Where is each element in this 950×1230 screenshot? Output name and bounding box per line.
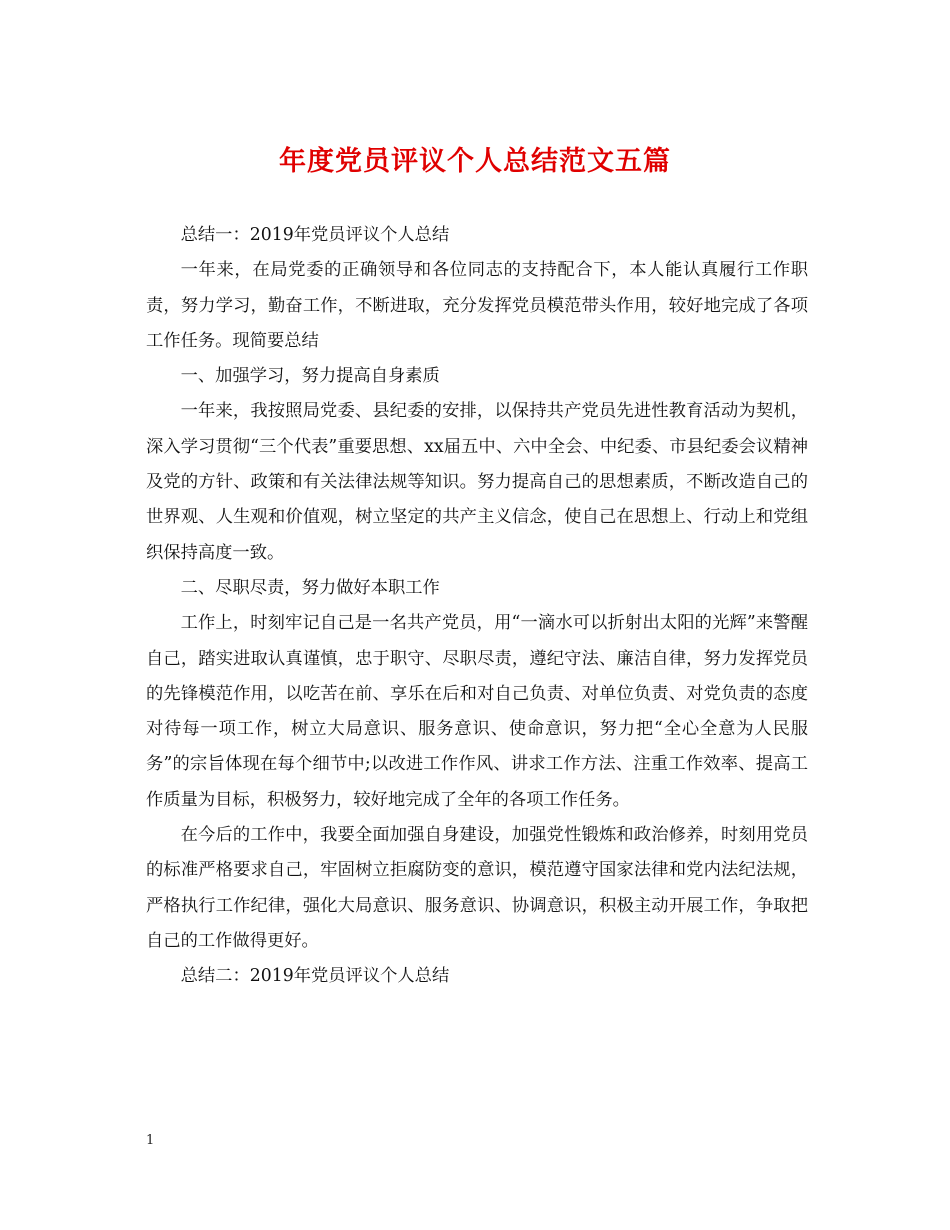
page-number: 1	[146, 1133, 155, 1148]
document-body	[146, 218, 808, 995]
paragraph-work: 工作上，时刻牢记自己是一名共产党员，用“一滴水可以折射出太阳的光辉”来警醒自己，踏实进取认真谨慎，忠于职守、尽职尽责，遵纪守法、廉洁自律，努力发挥党员的先锋模范作用，以吃苦在前、享乐在后和对自己负责、对单位负责、对党负责的态度对待每一项工作，树立大局意识、服务意识、使命意识，努力把“全心全意为人民服务”的宗旨体现在每个细节中;以改进工作作风、讲求工作方法、注重工作效率、提高工作质量为目标，积极努力，较好地完成了全年的各项工作任务。	[146, 613, 808, 810]
paragraph-section-two-heading: 二、尽职尽责，努力做好本职工作	[180, 577, 440, 598]
paragraph-intro: 一年来，在局党委的正确领导和各位同志的支持配合下，本人能认真履行工作职责，努力学习，勤奋工作，不断进取，充分发挥党员模范带头作用，较好地完成了各项工作任务。现简要总结	[146, 260, 808, 351]
paragraph-summary-one-heading: 总结一：2019年党员评议个人总结	[180, 225, 450, 245]
paragraph-future: 在今后的工作中，我要全面加强自身建设，加强党性锻炼和政治修养，时刻用党员的标准严格要求自己，牢固树立拒腐防变的意识，模范遵守国家法律和党内法纪法规，严格执行工作纪律，强化大局意识、服务意识、协调意识，积极主动开展工作，争取把自己的工作做得更好。	[146, 825, 808, 951]
document-title: 年度党员评议个人总结范文五篇	[279, 146, 671, 177]
paragraph-section-one-heading: 一、加强学习，努力提高自身素质	[180, 366, 440, 387]
paragraph-study: 一年来，我按照局党委、县纪委的安排，以保持共产党员先进性教育活动为契机，深入学习贯彻“三个代表”重要思想、xx届五中、六中全会、中纪委、市县纪委会议精神及党的方针、政策和有关法律法规等知识。努力提高自己的思想素质，不断改造自己的世界观、人生观和价值观，树立坚定的共产主义信念，使自己在思想上、行动上和党组织保持高度一致。	[146, 401, 808, 563]
paragraph-summary-two-heading: 总结二：2019年党员评议个人总结	[180, 966, 450, 987]
